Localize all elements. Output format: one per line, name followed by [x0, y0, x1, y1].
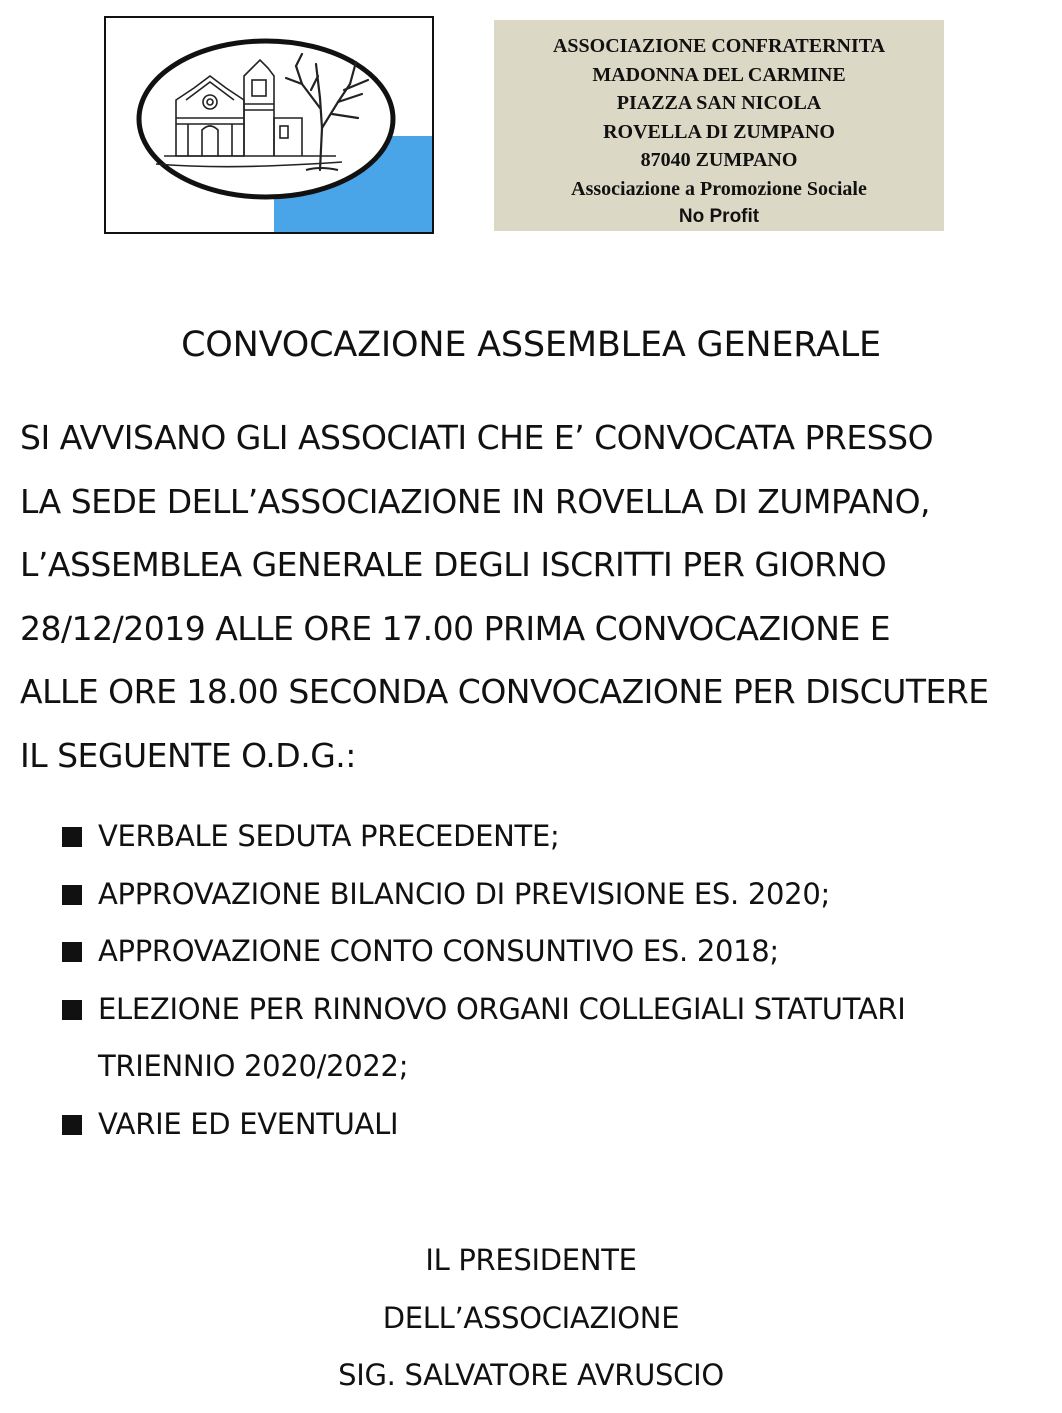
body-line: SI AVVISANO GLI ASSOCIATI CHE E’ CONVOCATA PRESSO [20, 418, 934, 457]
org-line: PIAZZA SAN NICOLA [616, 92, 822, 115]
signature-name: SIG. SALVATORE AVRUSCIO [338, 1358, 724, 1392]
notice-title: CONVOCAZIONE ASSEMBLEA GENERALE [181, 325, 881, 365]
agenda-text: VARIE ED EVENTUALI [98, 1106, 399, 1141]
list-item [62, 808, 1052, 866]
org-line: ROVELLA DI ZUMPANO [603, 120, 835, 143]
org-line: MADONNA DEL CARMINE [592, 63, 846, 86]
association-logo [104, 16, 434, 234]
org-line: ASSOCIAZIONE CONFRATERNITA [552, 35, 886, 57]
square-bullet-icon [62, 942, 82, 962]
organization-header [494, 20, 944, 231]
org-tagline: No Profit [678, 205, 760, 227]
list-item [62, 923, 1052, 981]
list-item [62, 866, 1052, 924]
body-line: IL SEGUENTE O.D.G.: [20, 735, 356, 775]
body-line: L’ASSEMBLEA GENERALE DEGLI ISCRITTI PER GIORNO [20, 545, 887, 584]
agenda-text: VERBALE SEDUTA PRECEDENTE; [98, 819, 560, 853]
org-line: Associazione a Promozione Sociale [571, 177, 867, 200]
agenda-text: APPROVAZIONE BILANCIO DI PREVISIONE ES. 2020; [98, 876, 830, 911]
list-item [62, 981, 1052, 1096]
agenda-text: TRIENNIO 2020/2022; [98, 1049, 409, 1083]
church-tree-logo-icon [106, 18, 432, 232]
list-item [62, 1096, 1052, 1154]
signature-block [0, 1232, 1062, 1405]
body-line: ALLE ORE 18.00 SECONDA CONVOCAZIONE PER DISCUTERE [20, 672, 989, 711]
signature-organization: DELL’ASSOCIAZIONE [382, 1300, 680, 1335]
square-bullet-icon [62, 885, 82, 905]
body-line: LA SEDE DELL’ASSOCIAZIONE IN ROVELLA DI ZUMPANO, [20, 481, 931, 521]
square-bullet-icon [62, 1000, 82, 1020]
signature-role: IL PRESIDENTE [425, 1243, 637, 1277]
notice-body [20, 406, 1060, 787]
body-line: 28/12/2019 ALLE ORE 17.00 PRIMA CONVOCAZIONE E [20, 608, 891, 648]
square-bullet-icon [62, 1115, 82, 1135]
agenda-list [62, 808, 1052, 1153]
org-line: 87040 ZUMPANO [640, 149, 798, 172]
square-bullet-icon [62, 827, 82, 847]
agenda-text: ELEZIONE PER RINNOVO ORGANI COLLEGIALI STATUTARI [98, 991, 906, 1026]
agenda-text: APPROVAZIONE CONTO CONSUNTIVO ES. 2018; [98, 934, 779, 968]
